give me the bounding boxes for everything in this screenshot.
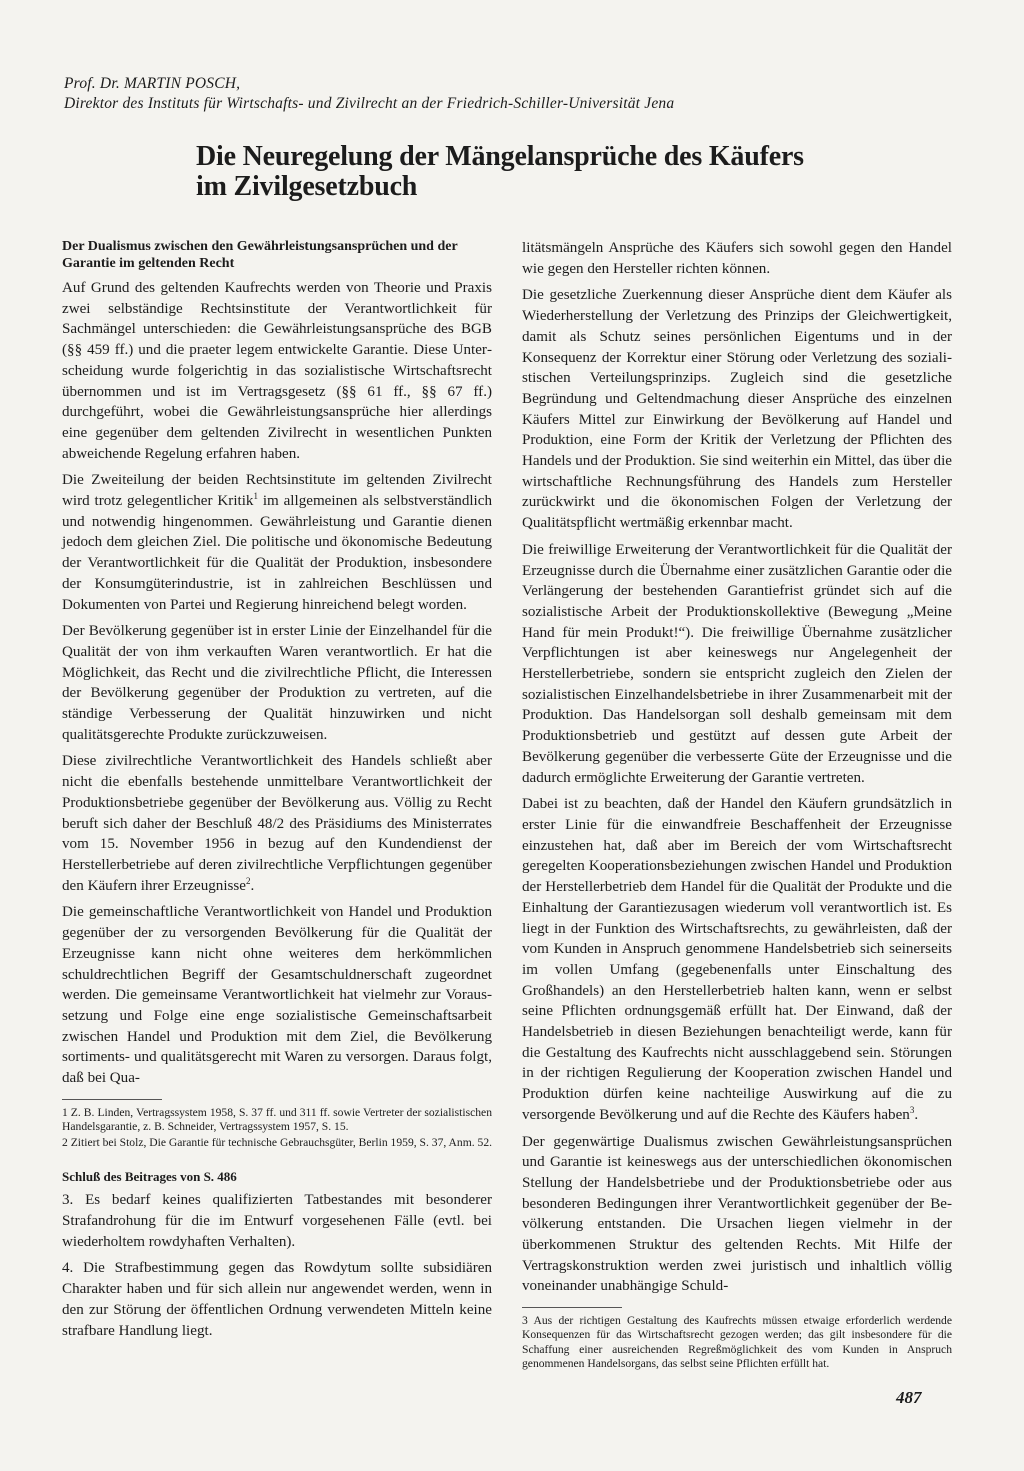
paragraph: [62, 470, 492, 615]
paragraph: Die freiwillige Erweiterung der Verantwortlichkeit für die Qualität der Erzeugnisse durch die Übernahme einer zusätzlichen Garantie oder die Verlängerung der bestehenden Garantiefrist gründet sich auf die sozialistische Arbeit der Produktionskollektive (Bewegung „Meine Hand für mein Produkt!“). Die freiwillige Übernahme zusätzlicher Verpflichtungen ist aber keineswegs nur Angelegenheit der Herstellerbetriebe, sondern sie entspricht zugleich den Zielen der sozialistischen Einzelhandelsbetriebe in ihrer Zusammenarbeit mit der Produktion. Das Handelsorgan soll deshalb gemeinsam mit dem Produktionsbetrieb und gestützt auf dessen gute Arbeit der Bevölkerung gegenüber die verbesserte Güte der Erzeugnisse und die dadurch ermöglichte Erweiterung der Garantie vertreten.: [522, 541, 952, 786]
right-column: [522, 238, 952, 1373]
section-subheading: Der Dualismus zwischen den Gewährleistungsansprüchen und der Garantie im geltenden Recht: [62, 239, 458, 271]
paragraph: [522, 794, 952, 1125]
paragraph: [62, 751, 492, 896]
paragraph: Der gegenwärtige Dualismus zwischen Gewährleistungsansprüchen und Garantie ist keineswegs aus der unterschiedlichen ökonomischen Stellung der Handelsbetriebe und der Produktionsbetriebe oder aus besonderen Bedingungen ihrer Verantwortlichkeit gegenüber der Bevölkerung entstanden. Die Ursachen liegen vielmehr in der überkommenen Struktur des geltenden Rechts. Mit Hilfe der Vertragskonstruktion werden zwei juristisch und inhaltlich völlig voneinander unabhängige Schuld-: [522, 1133, 952, 1295]
author-name: Prof. Dr. MARTIN POSCH,: [64, 75, 241, 92]
article-title: [196, 142, 916, 202]
paragraph-text: .: [914, 1106, 919, 1123]
footnote-divider: [62, 1099, 162, 1100]
paragraph: 3. Es bedarf keines qualifizierten Tatbestandes mit besonderer Strafandrohung für die im Entwurf vorgesehenen Fälle (evtl. bei wiederholtem rowdyhaften Verhalten).: [62, 1192, 492, 1250]
paragraph: Die gesetzliche Zuerkennung dieser Ansprüche dient dem Käufer als Wiederherstellung der Verletzung des Prinzips der Gleichwertigkeit, damit als Schutz seines persönlichen Eigentums und in der Konsequenz der Korrektur einer Störung oder Verletzung des sozialistischen Verteilungsprinzips. Zugleich sind die gesetzliche Begründung und Geltendmachung dieser Ansprüche des einzelnen Käufers Mittel zur Einwirkung der Bevölkerung auf Handel und Produktion, eine Form der Kritik der Verletzung der Pflichten des Handels und der Produktion. Sie sind weiterhin ein Mittel, das über die wirtschaftliche Rechnungsführung des Handels zum Hersteller zurückwirkt und die ökonomischen Folgen der Verletzung der Qualitätspflicht wertmäßig erkennbar macht.: [522, 287, 952, 532]
footnotes: [62, 1106, 492, 1151]
paragraph: Auf Grund des geltenden Kaufrechts werden von Theorie und Praxis zwei selbständige Rechtsinstitute der Verantwortlichkeit für Sachmängel unterschieden: die Gewährleistungsansprüche des BGB (§§ 459 ff.) und die praeter legem entwickelte Garantie. Diese Unterscheidung wurde folgerichtig in das sozialistische Wirtschaftsrecht übernommen und ist im Vertragsgesetz (§§ 61 ff., §§ 67 ff.) durchgeführt, wobei die Gewährleistungsansprüche hier allerdings eine gegenüber dem geltenden Zivilrecht in wesentlichen Punkten abweichende Regelung erfahren haben.: [62, 280, 492, 462]
continuation-heading: Schluß des Beitrages von S. 486: [62, 1169, 237, 1185]
page-number: 487: [896, 1388, 922, 1407]
paragraph-text: .: [250, 877, 255, 894]
paragraph: 4. Die Strafbestimmung gegen das Rowdytum sollte subsidiären Charakter haben und für sich allein nur angewendet werden, wenn in den zur Störung der öffentlichen Ordnung verwendeten Mitteln keine strafbare Handlung liegt.: [62, 1260, 492, 1339]
author-block: [64, 74, 944, 114]
footnote-1: 1 Z. B. Linden, Vertragssystem 1958, S. 37 ff. und 311 ff. sowie Vertreter der sozialistischen Handelsgarantie, z. B. Schneider, Vertragssystem 1957, S. 15.: [62, 1105, 492, 1133]
title-line-1: Die Neuregelung der Mängelansprüche des Käufers: [196, 141, 804, 172]
footnote-ref: 2: [245, 875, 251, 886]
footnote-ref: 1: [253, 491, 258, 501]
paragraph: Der Bevölkerung gegenüber ist in erster Linie der Einzelhandel für die Qualität der von ihm verkauften Waren verantwortlich. Er hat die Möglichkeit, das Recht und die zivilrechtliche Pflicht, die Interessen der Bevölkerung gegenüber der Produktion zu vertreten, auf die ständige Verbesserung der Qualität hinzuwirken und nicht qualitätsgerechte Produkte zurückzuweisen.: [62, 623, 492, 743]
footnote-3: 3 Aus der richtigen Gestaltung des Kaufrechts müssen etwaige erforderlich werdende Konsequenzen für das Wirtschaftsrecht gezogen werden; das gilt insbesondere für die Schaffung einer ausreichenden Regreßmöglichkeit des vom Kunden in Anspruch genommenen Handelsorgans, das selbst seine Pflichten erfüllt hat.: [522, 1314, 952, 1370]
paragraph: litätsmängeln Ansprüche des Käufers sich sowohl gegen den Handel wie gegen den Hersteller richten können.: [522, 240, 952, 277]
left-column: [62, 238, 492, 1347]
paragraph-text: Die Zweiteilung der beiden Rechtsinstitute im geltenden Zivilrecht wird trotz gelegentlicher Kritik: [62, 472, 492, 510]
paragraph-text: Diese zivilrechtliche Verantwortlichkeit des Handels schließt aber nicht die ebenfalls bestehende unmittelbare Verantwortlichkeit der Produktionsbetriebe gegenüber der Bevölkerung aus. Völlig zu Recht beruft sich daher der Beschluß 48/2 des Präsidiums des Ministerrates vom 15. November 1956 in bezug auf den Kundendienst der Herstellerbetriebe auf deren zivilrechtliche Verpflichtungen gegenüber den Käufern ihrer Erzeugnisse: [62, 753, 492, 894]
footnote-ref: 3: [909, 1104, 915, 1115]
paragraph-text: im allgemeinen als selbstverständlich und notwendig hingenommen. Gewährleistung und Garantie dienen jedoch dem gleichen Ziel. Die politische und ökonomische Bedeutung der Verantwortlichkeit für die Qualität der Produktion, insbesondere der Konsumgüterindustrie, ist in zahlreichen Beschlüssen und Dokumenten von Partei und Regierung hinreichend belegt worden.: [62, 493, 493, 613]
author-affiliation: Direktor des Instituts für Wirtschafts- und Zivilrecht an der Friedrich-Schiller-Universität Jena: [64, 95, 675, 112]
footnote-divider: [522, 1307, 622, 1308]
paragraph: Die gemeinschaftliche Verantwortlichkeit von Handel und Produktion gegenüber der zu versorgenden Bevölkerung für die Qualität der Erzeugnisse kann nicht ohne weiteres dem herkömmlichen schuldrechtlichen Begriff der Gesamtschuldnerschaft zugeordnet werden. Die gemeinsame Verantwortlichkeit hat vielmehr zur Voraussetzung und Folge eine enge sozialistische Gemeinschaftsarbeit zwischen Handel und Produktion mit dem Ziel, die Bevölkerung sortiments- und qualitätsgerecht mit Waren zu versorgen. Daraus folgt, daß bei Qua-: [62, 904, 492, 1087]
paragraph-text: Dabei ist zu beachten, daß der Handel den Käufern grundsätzlich in erster Linie für die einwandfreie Beschaffenheit der Erzeugnisse einzustehen hat, daß aber im Bereich der vom Wirtschaftsrecht geregelten Kooperationsbeziehungen zwischen Handel und Produktion der Herstellerbetrieb dem Handel für die Qualität der Produkte und die Einhaltung der Garantiezusagen wiederum voll verantwortlich ist. Es liegt in der Funktion des Wirtschaftsrechts, zu gewährleisten, daß der vom Kunden in Anspruch genommene Handelsbetrieb sich seinerseits im vollen Umfang (gegebenenfalls unter Einschaltung des Großhandels) an den Herstellerbetrieb halten kann, wenn er selbst seine Pflichten ordnungsgemäß erfüllt hat. Der Einwand, daß der Handelsbetrieb in diesen Beziehungen benachteiligt werde, kann für die Gestaltung des Kaufrechts nicht ausschlaggebend sein. Störungen in der richtigen Regulierung der Kooperation zwischen Handel und Produktion dürfen keine nachteilige Auswirkung auf die zu versorgende Bevölkerung und auf die Rechte des Käufers haben: [522, 796, 952, 1123]
footnote-2: 2 Zitiert bei Stolz, Die Garantie für technische Gebrauchsgüter, Berlin 1959, S. 37, Anm. 52.: [62, 1136, 493, 1150]
title-line-2: im Zivilgesetzbuch: [196, 171, 418, 202]
footnotes: [522, 1314, 952, 1371]
